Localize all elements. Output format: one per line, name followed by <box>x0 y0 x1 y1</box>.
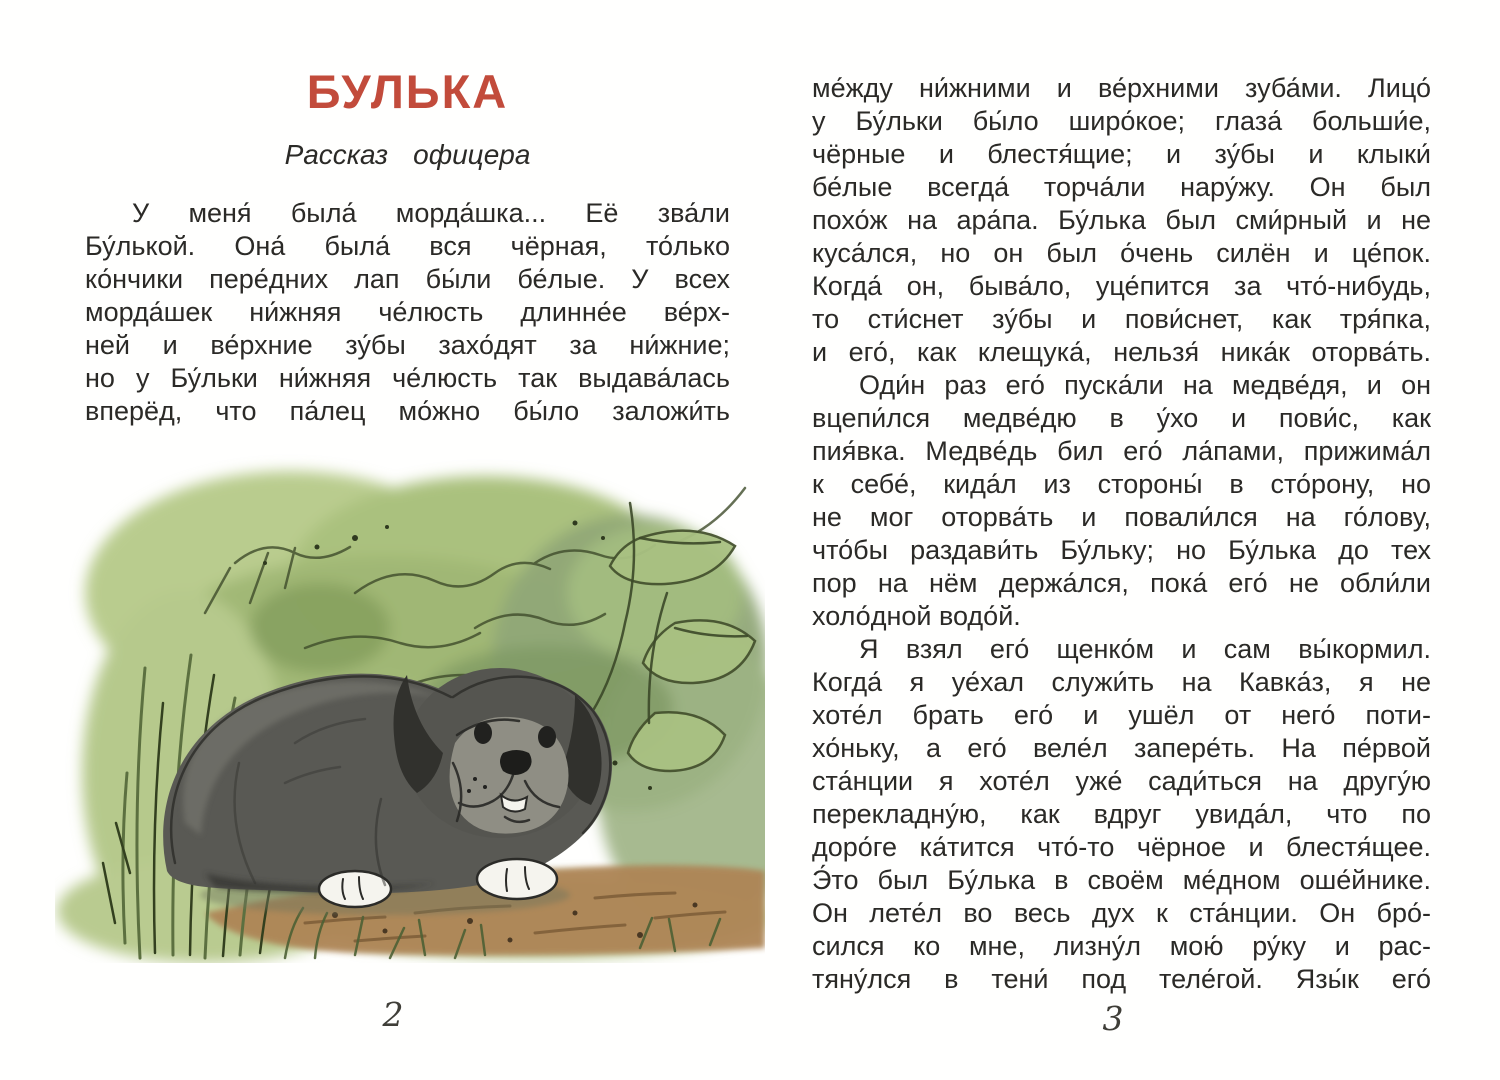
bulka-illustration <box>55 443 765 963</box>
text-line: холо́дной водо́й. <box>812 601 1021 631</box>
text-line: перекладну́ю, как вдруг увида́л, что по <box>812 799 1431 829</box>
text-line: хо́ньку, а его́ веле́л запере́ть. На пе́рвой <box>812 733 1431 763</box>
text-line: не мог оторва́ть и повали́лся на го́лову, <box>812 502 1431 532</box>
left-text-column <box>85 197 730 428</box>
text-line: Когда́ я уе́хал служи́ть на Кавка́з, я не <box>812 667 1431 697</box>
text-line: ме́жду ни́жними и ве́рхними зуба́ми. Лицо́ <box>812 73 1431 103</box>
text-line: доро́ге ка́тится что́-то чёрное и блестя́щее. <box>812 832 1431 862</box>
text-line: хоте́л брать его́ и ушёл от него́ поти- <box>812 700 1431 730</box>
text-line: Я взял его́ щенко́м и сам вы́кормил. <box>859 634 1431 664</box>
text-line: Бу́лькой. Она́ была́ вся чёрная, то́лько <box>85 231 730 261</box>
text-line: чёрные и блестя́щие; и зу́бы и клыки́ <box>812 139 1431 169</box>
left-eye <box>474 722 492 744</box>
text-line: то сти́снет зу́бы и пови́снет, как тря́пка, <box>812 304 1431 334</box>
text-line: пор на нём держа́лся, пока́ его́ не обли́ли <box>812 568 1431 598</box>
text-line: вцепи́лся медве́дю в у́хо и пови́с, как <box>812 403 1431 433</box>
text-line: ко́нчики пере́дних лап бы́ли бе́лые. У всех <box>85 264 730 294</box>
text-line: похо́ж на ара́па. Бу́лька был сми́рный и не <box>812 205 1431 235</box>
text-line: куса́лся, но он был о́чень силён и це́пок. <box>812 238 1431 268</box>
text-line: к себе́, кида́л из стороны́ в сто́рону, но <box>812 469 1431 499</box>
text-line: ста́нции я хоте́л уже́ сади́ться на другу́ю <box>812 766 1431 796</box>
text-line: у Бу́льки бы́ло широ́кое; глаза́ больши́е, <box>812 106 1431 136</box>
text-line: У меня́ была́ морда́шка... Её зва́ли <box>132 198 730 228</box>
text-line: Он лете́л во весь дух к ста́нции. Он бро́- <box>812 898 1431 928</box>
story-subtitle: Рассказ офицера <box>284 139 531 170</box>
text-line: что́бы раздави́ть Бу́льку; но Бу́лька до тех <box>812 535 1431 565</box>
text-line: тяну́лся в тени́ под теле́гой. Язы́к его́ <box>812 964 1431 994</box>
text-line: и его́, как клещука́, нельзя́ ника́к оторва́ть. <box>812 337 1431 367</box>
right-eye <box>538 726 556 748</box>
page-number-right: 3 <box>1102 999 1124 1038</box>
text-line: ней и ве́рхние зу́бы захо́дят за ни́жние; <box>85 330 730 360</box>
text-line: сился ко мне, лизну́л мою́ ру́ку и рас- <box>812 931 1431 961</box>
text-line: пия́вка. Медве́дь бил его́ ла́пами, прижима́л <box>812 436 1431 466</box>
text-line: бе́лые всегда́ торча́ли нару́жу. Он был <box>812 172 1431 202</box>
text-line: морда́шек ни́жняя че́люсть длинне́е ве́рх- <box>85 297 730 327</box>
right-text-column <box>812 72 1431 996</box>
page-number-left: 2 <box>382 995 404 1034</box>
text-line: Э́то был Бу́лька в своём ме́дном оше́йнике. <box>812 865 1431 895</box>
text-line: Когда́ он, быва́ло, уце́пится за что́-нибудь, <box>812 271 1431 301</box>
text-line: но у Бу́льки ни́жняя че́люсть так выдава́лась <box>85 363 730 393</box>
text-line: Оди́н раз его́ пуска́ли на медве́дя, и он <box>859 370 1431 400</box>
text-line: вперёд, что па́лец мо́жно бы́ло заложи́ть <box>85 396 730 426</box>
story-title: БУЛЬКА <box>306 65 509 118</box>
